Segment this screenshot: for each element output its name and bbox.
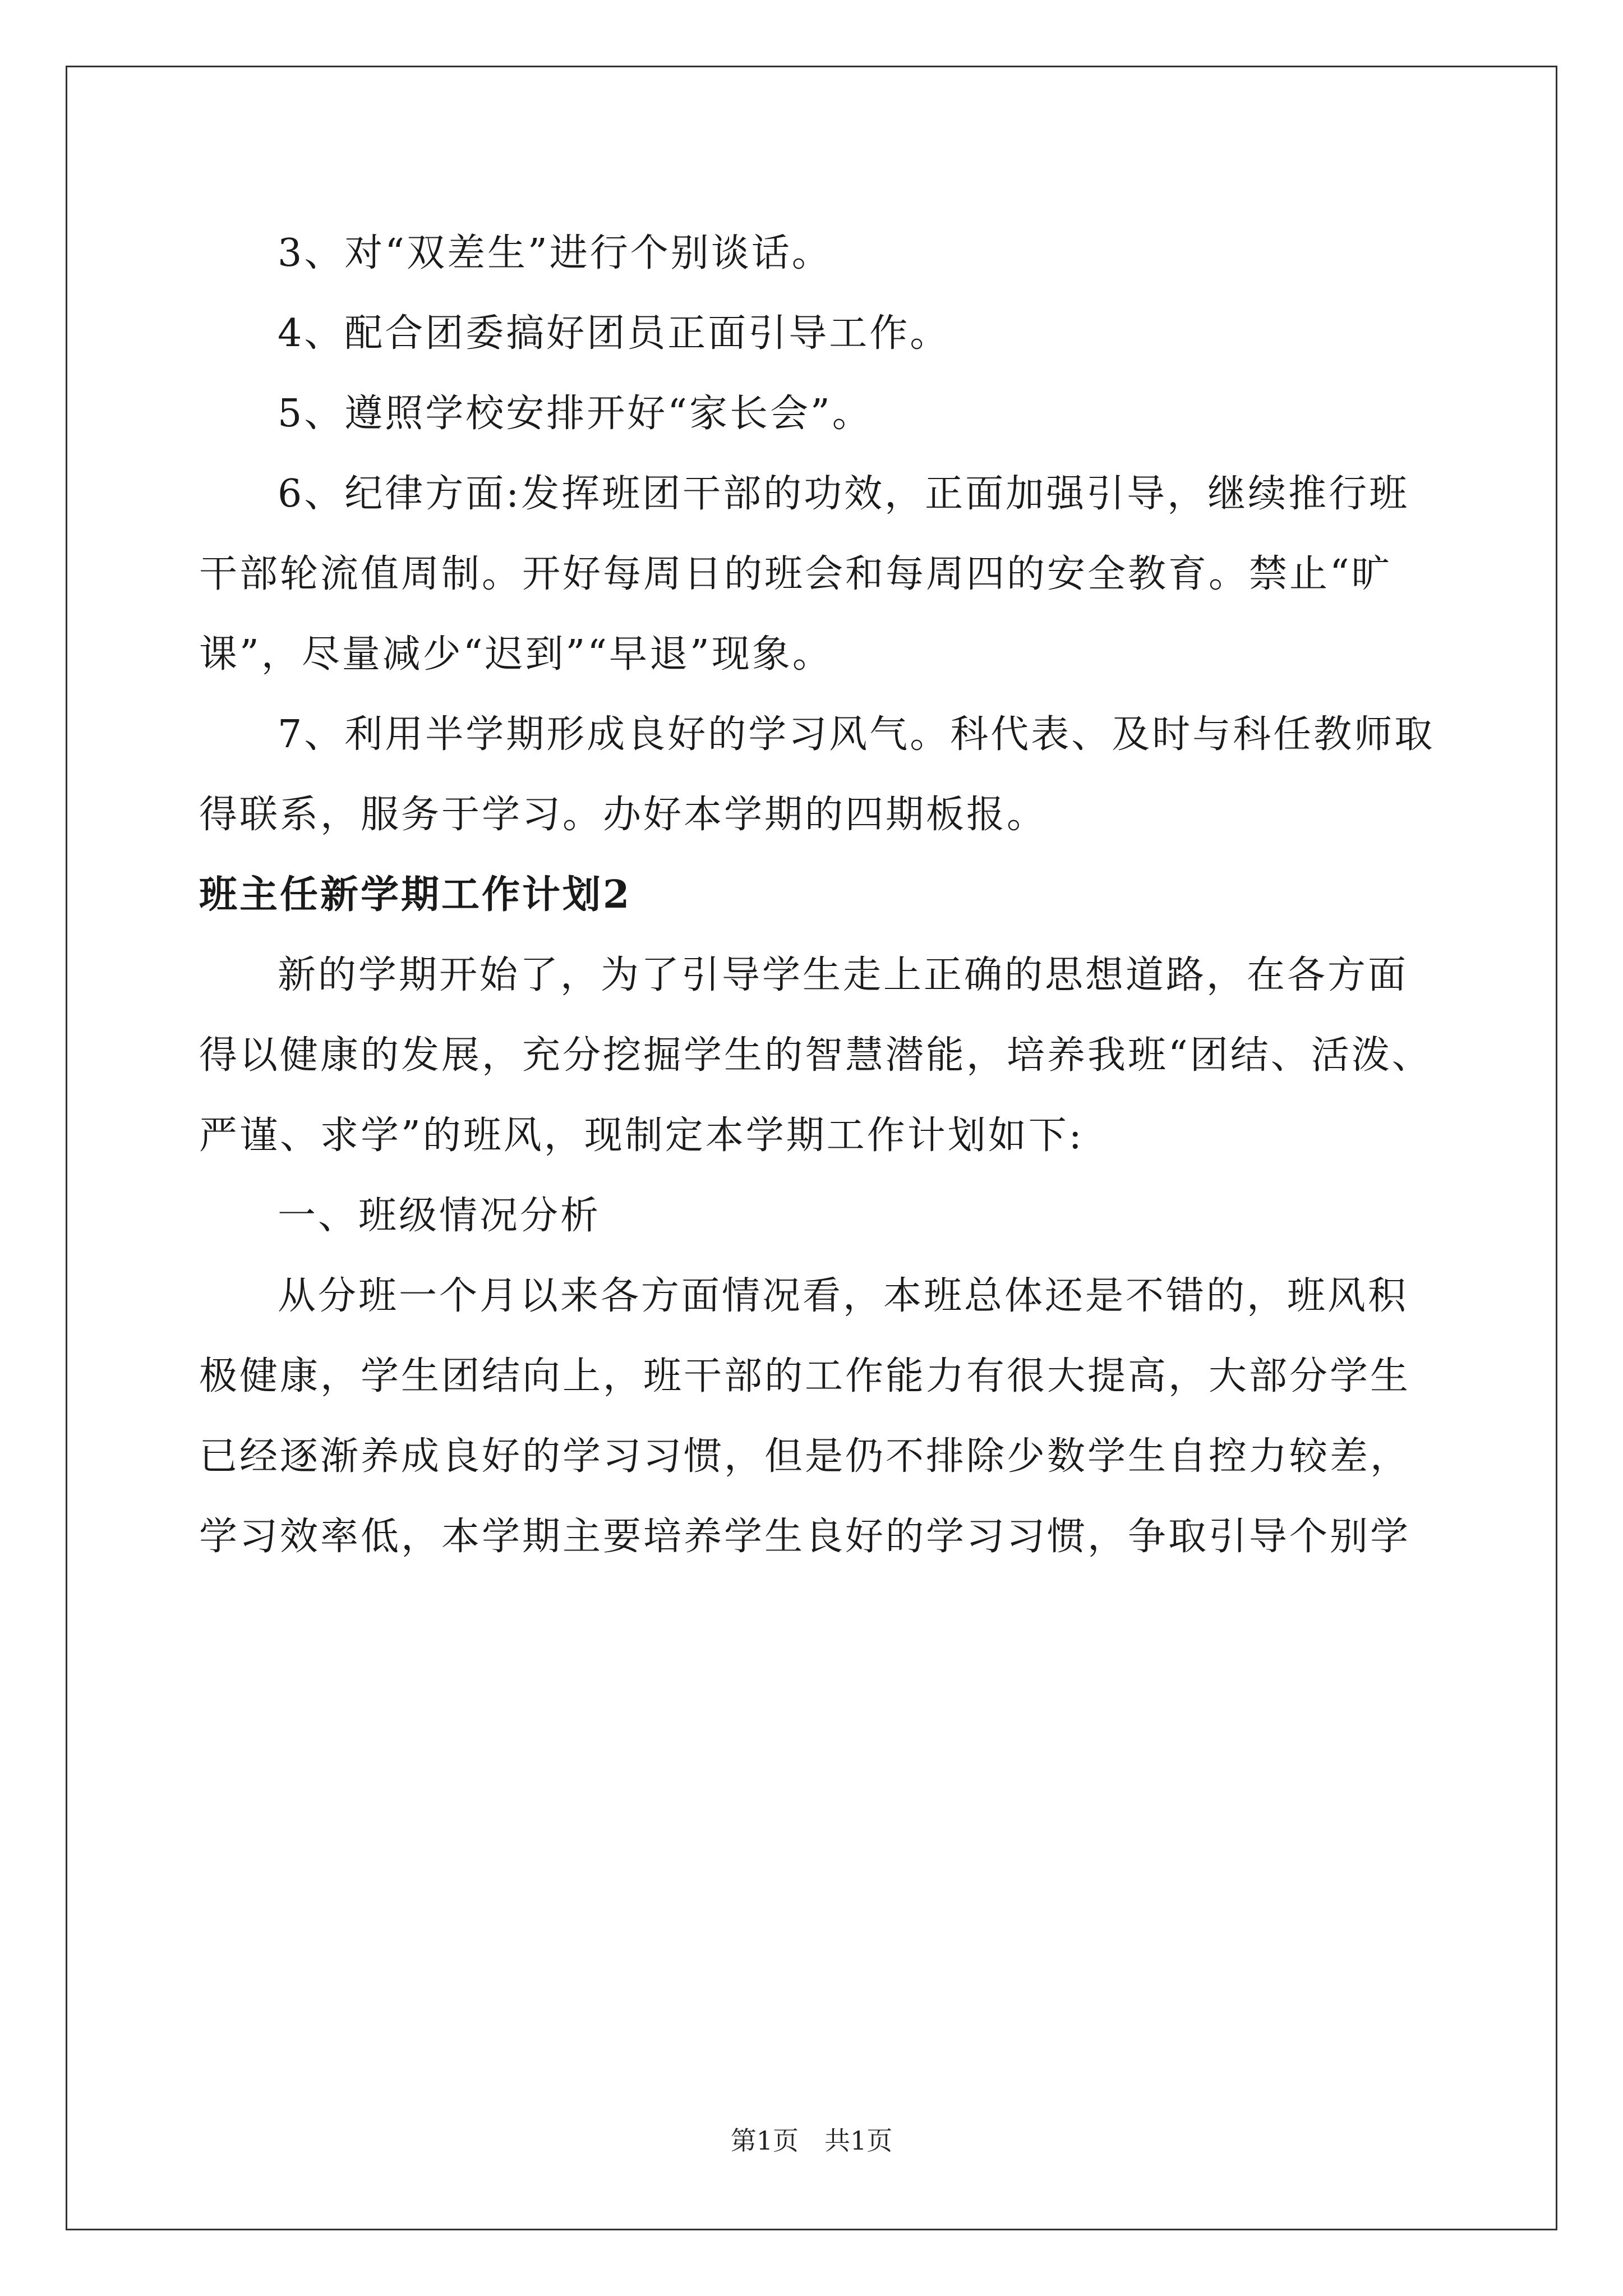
paragraph-item-7 — [199, 694, 1433, 855]
text-line: 严谨、求学”的班风，现制定本学期工作计划如下: — [199, 1114, 1084, 1158]
document-body — [199, 213, 1433, 1577]
text-line: 4、配合团委搞好团员正面引导工作。 — [278, 311, 951, 356]
text-line: 新的学期开始了，为了引导学生走上正确的思想道路，在各方面 — [278, 953, 1409, 997]
text-line: 从分班一个月以来各方面情况看，本班总体还是不错的，班风积 — [278, 1274, 1409, 1318]
page-number-footer: 第1页 共1页 — [730, 2125, 893, 2156]
paragraph-item-5 — [199, 374, 1433, 454]
text-line: 得以健康的发展，充分挖掘学生的智慧潜能，培养我班“团结、活泼、 — [199, 1033, 1432, 1078]
text-line: 一、班级情况分析 — [278, 1194, 601, 1238]
text-line: 课”，尽量减少“迟到”“早退”现象。 — [199, 632, 833, 677]
text-line: 干部轮流值周制。开好每周日的班会和每周四的安全教育。禁止“旷 — [199, 552, 1392, 596]
text-line: 7、利用半学期形成良好的学习风气。科代表、及时与科任教师取 — [278, 712, 1435, 757]
text-line: 得联系，服务于学习。办好本学期的四期板报。 — [199, 793, 1048, 837]
text-line: 3、对“双差生”进行个别谈话。 — [278, 231, 832, 275]
section-title: 班主任新学期工作计划2 — [199, 872, 632, 917]
paragraph-item-4 — [199, 293, 1433, 374]
paragraph-item-3 — [199, 213, 1433, 293]
text-line: 极健康，学生团结向上，班干部的工作能力有很大提高，大部分学生 — [199, 1354, 1411, 1398]
text-line: 6、纪律方面:发挥班团干部的功效，正面加强引导，继续推行班 — [278, 472, 1410, 516]
text-line: 学习效率低，本学期主要培养学生良好的学习习惯，争取引导个别学 — [199, 1515, 1411, 1559]
text-line: 已经逐渐养成良好的学习习惯，但是仍不排除少数学生自控力较差， — [199, 1434, 1411, 1479]
intro-paragraph — [199, 935, 1433, 1176]
text-line: 5、遵照学校安排开好“家长会”。 — [278, 392, 873, 436]
subheading-class-analysis — [199, 1176, 1433, 1256]
paragraph-item-6 — [199, 454, 1433, 694]
analysis-paragraph — [199, 1256, 1433, 1577]
